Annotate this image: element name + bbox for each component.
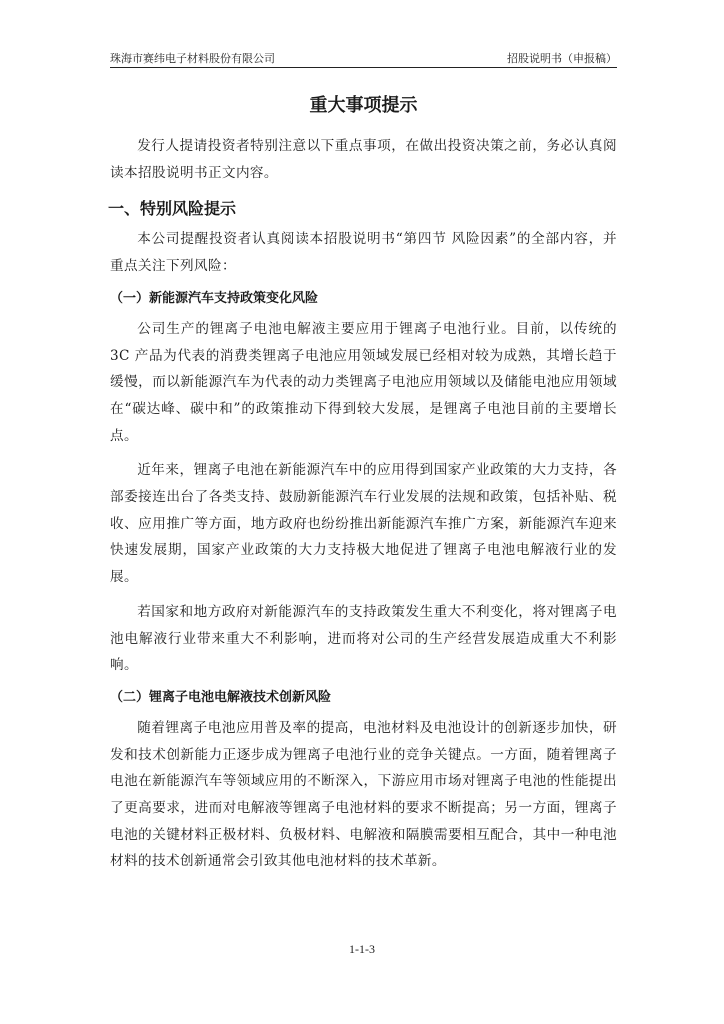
intro-paragraph: 发行人提请投资者特别注意以下重点事项，在做出投资决策之前，务必认真阅读本招股说明书正文内容。	[110, 138, 617, 181]
header-document-type: 招股说明书（申报稿）	[507, 52, 617, 65]
page-title: 重大事项提示	[309, 95, 418, 116]
subsection-heading-policy-risk: （一）新能源汽车支持政策变化风险	[110, 290, 319, 306]
subsection-heading-tech-risk: （二）锂离子电池电解液技术创新风险	[110, 689, 332, 705]
policy-risk-paragraph: 公司生产的锂离子电池电解液主要应用于锂离子电池行业。目前，以传统的3C 产品为代表的消费类锂离子电池应用领域发展已经相对较为成熟，其增长趋于缓慢，而以新能源汽车为代表的动力类锂离子电池应用领域以及储能电池应用领域在“碳达峰、碳中和”的政策推动下得到较大发展，是锂离子电池目前的主要增长点。	[110, 320, 617, 444]
section-heading-special-risks: 一、特别风险提示	[108, 199, 237, 219]
page-number: 1-1-3	[349, 942, 375, 956]
header-company-name: 珠海市赛纬电子材料股份有限公司	[110, 52, 275, 65]
page-body	[110, 93, 617, 875]
tech-risk-paragraph: 随着锂离子电池应用普及率的提高，电池材料及电池设计的创新逐步加快，研发和技术创新能力正逐步成为锂离子电池行业的竞争关键点。一方面，随着锂离子电池在新能源汽车等领域应用的不断深入，下游应用市场对锂离子电池的性能提出了更高要求，进而对电解液等锂离子电池材料的要求不断提高；另一方面，锂离子电池的关键材料正极材料、负极材料、电解液和隔膜需要相互配合，其中一种电池材料的技术创新通常会引致其他电池材料的技术革新。	[110, 719, 617, 870]
page-header	[110, 50, 617, 68]
policy-risk-paragraph: 若国家和地方政府对新能源汽车的支持政策发生重大不利变化，将对锂离子电池电解液行业带来重大不利影响，进而将对公司的生产经营发展造成重大不利影响。	[110, 603, 617, 674]
risk-lead-paragraph: 本公司提醒投资者认真阅读本招股说明书“第四节 风险因素”的全部内容，并重点关注下列风险：	[110, 231, 617, 275]
header-divider	[110, 67, 617, 68]
policy-risk-paragraph: 近年来，锂离子电池在新能源汽车中的应用得到国家产业政策的大力支持，各部委接连出台了各类支持、鼓励新能源汽车行业发展的法规和政策，包括补贴、税收、应用推广等方面，地方政府也纷纷推出新能源汽车推广方案，新能源汽车迎来快速发展期，国家产业政策的大力支持极大地促进了锂离子电池电解液行业的发展。	[110, 462, 617, 586]
